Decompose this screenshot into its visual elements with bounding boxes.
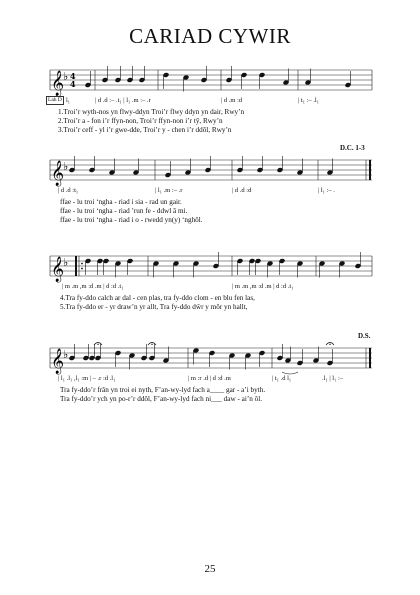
solfa-line: | d .d :– .t₁ | l₁ .m :– .r [95,97,151,104]
music-system-4 [0,332,420,410]
solfa-line: | l₁ :– . [318,187,335,194]
solfa-line: l₁ [66,97,71,104]
page-number: 25 [204,563,216,575]
lyric-verse-2: ffae - lu troi ‘ngha - riad ’run fe - ddwl â mi. [60,207,188,215]
lyric-verse-1: 1.Troi’r wyth-nos yn flwy-ddyn Troi’r flwy ddyn yn dair, Rwy’n [58,108,245,116]
solfa-line: | d .d :d [232,187,252,194]
music-system-1 [0,60,420,140]
music-system-3 [0,246,420,318]
svg-text:♭: ♭ [63,256,69,269]
solfa-line: | t₁ .d l₁ [272,375,292,382]
solfa-line: | d .m :d [221,97,243,104]
lyric-verse-4: Tra fy-ddo’r frân yn troi ei nyth, F’an-wy-lyd fach a____ gar - a’i byth. [60,386,266,394]
solfa-line: | m .m ,m :d .m | d :d .t₁ [62,283,124,290]
svg-text:♭: ♭ [63,70,69,83]
lyric-verse-5: Tra fy-ddo’r ych yn po-r’r ddôl, F’an-wy-lyd fach ni___ daw - ai’n ôl. [60,395,263,403]
staff-3 [0,246,420,286]
dc-mark: D.C. 1-3 [340,144,365,152]
lyric-verse-2: 2.Troi’r a - fon i’r ffyn-non, Troi’r ffyn-non i’r tŷ, Rwy’n [58,117,223,125]
lyric-verse-4: 4.Tra fy-ddo calch ar dal - cen plas, tra fy-ddo clom - en blu fen las, [60,294,255,302]
lyric-verse-1: ffae - lu troi ‘ngha - riad i sia - rad un gair. [60,198,182,206]
treble-clef-icon: 𝄞 [51,257,65,282]
staff-1 [0,60,420,100]
staff-4 [0,338,420,378]
staff-2 [0,150,420,190]
svg-text:♭: ♭ [63,160,69,173]
solfa-line: | l₁ .m :– .r [155,187,183,194]
treble-clef-icon: 𝄞 [51,161,65,186]
svg-text:4: 4 [70,71,76,81]
lyric-verse-3: ffae - lu troi ‘ngha - riad i o - rwedd yn(y) ‘nghôl. [60,216,203,224]
music-system-2 [0,144,420,230]
solfa-line: | d .d :t₁ [58,187,79,194]
solfa-line: | t₁ :– .l₁ [298,97,320,104]
svg-text:♭: ♭ [63,348,69,361]
key-label: Lah D [48,97,62,103]
treble-clef-icon: 𝄞 [51,349,65,374]
solfa-line: .l₁ | l₁ :– [322,375,344,382]
treble-clef-icon: 𝄞 [51,71,65,96]
solfa-line: | m .m ,m :d .m | d :d .t₁ [232,283,294,290]
lyric-verse-5: 5.Tra fy-ddo er - yr draw’n yr allt, Tra fy-ddo dŵr y môr yn hallt, [60,303,248,311]
svg-text:4: 4 [70,79,76,89]
solfa-line: | m :r .d | d :d .m [188,375,231,382]
song-title: CARIAD CYWIR [129,24,291,48]
slur-icon [282,372,298,374]
solfa-line: | l₁ .l₁ ,l₁ :m | – .r :d .l₁ [58,375,116,382]
ds-mark: D.S. [358,332,371,340]
lyric-verse-3: 3.Troi’r ceff - yl i’r gwe-dde, Troi’r y - chen i’r ddôl, Rwy’n [58,126,232,134]
